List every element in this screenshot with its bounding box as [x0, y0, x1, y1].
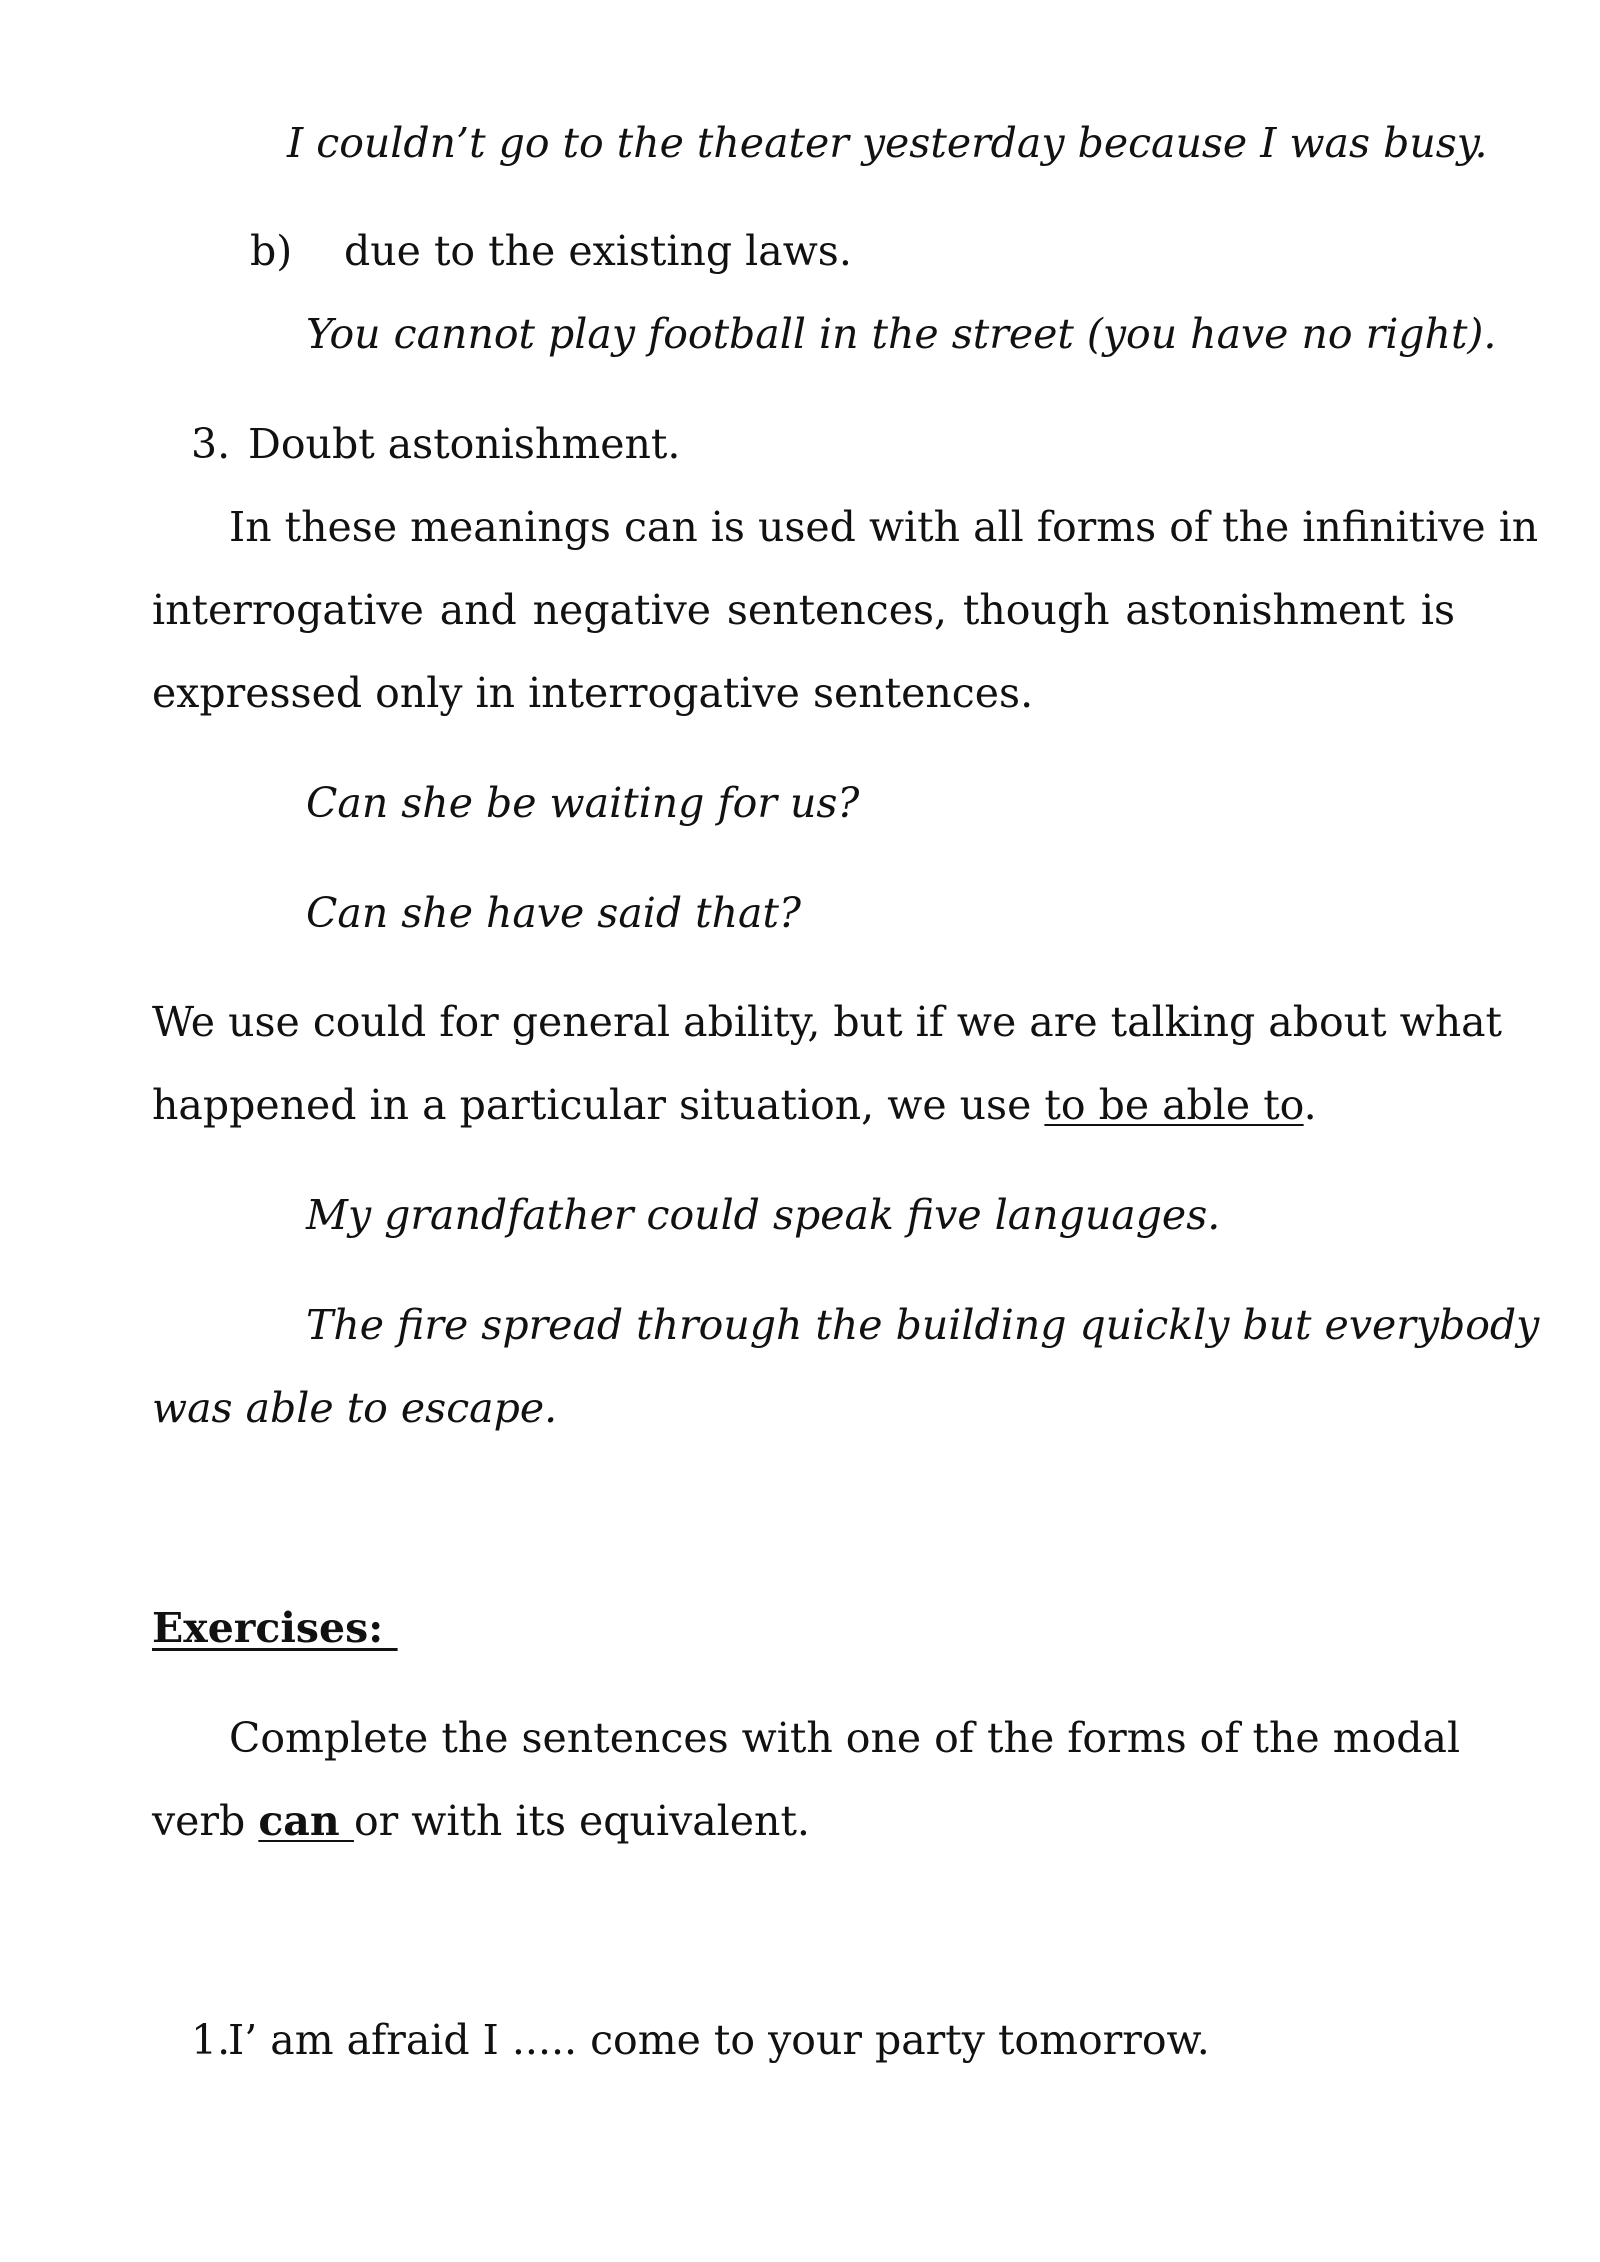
paragraph-meanings-line-2: interrogative and negative sentences, though astonishment is: [152, 586, 1455, 634]
list-marker-3: 3.: [191, 420, 231, 468]
instructions-line-2: [152, 1797, 810, 1845]
example-sentence-football: You cannot play football in the street (you have no right).: [306, 310, 1497, 358]
paragraph-could-text: happened in a particular situation, we use: [152, 1081, 1045, 1129]
example-sentence-grandfather: My grandfather could speak five languages.: [306, 1191, 1221, 1239]
paragraph-could-line-1: We use could for general ability, but if we are talking about what: [152, 998, 1503, 1046]
paragraph-could-line-2: [152, 1081, 1317, 1129]
paragraph-meanings-line-1: In these meanings can is used with all forms of the infinitive in: [229, 503, 1539, 551]
list-item-b-text: due to the existing laws.: [344, 227, 852, 275]
list-marker-b: b): [250, 227, 293, 275]
list-item-3-text: Doubt astonishment.: [248, 420, 681, 468]
underlined-phrase-to-be-able-to: to be able to: [1044, 1081, 1304, 1129]
exercise-item-number: 1.: [191, 2016, 231, 2064]
modal-verb-can: can: [258, 1797, 354, 1845]
example-sentence-said: Can she have said that?: [306, 889, 801, 937]
example-sentence-waiting: Can she be waiting for us?: [306, 779, 860, 827]
instructions-text: verb: [152, 1797, 259, 1845]
example-sentence-busy: I couldn’t go to the theater yesterday because I was busy.: [287, 119, 1488, 167]
instructions-text-end: or with its equivalent.: [353, 1797, 810, 1845]
exercise-item-text: I’ am afraid I ..... come to your party tomorrow.: [228, 2016, 1210, 2064]
paragraph-meanings-line-3: expressed only in interrogative sentences.: [152, 669, 1034, 717]
example-sentence-fire-line-2: was able to escape.: [152, 1384, 558, 1432]
instructions-line-1: Complete the sentences with one of the forms of the modal: [229, 1714, 1461, 1762]
example-sentence-fire-line-1: The fire spread through the building quickly but everybody: [306, 1301, 1540, 1349]
exercises-heading: Exercises:: [152, 1604, 398, 1652]
paragraph-could-period: .: [1303, 1081, 1317, 1129]
